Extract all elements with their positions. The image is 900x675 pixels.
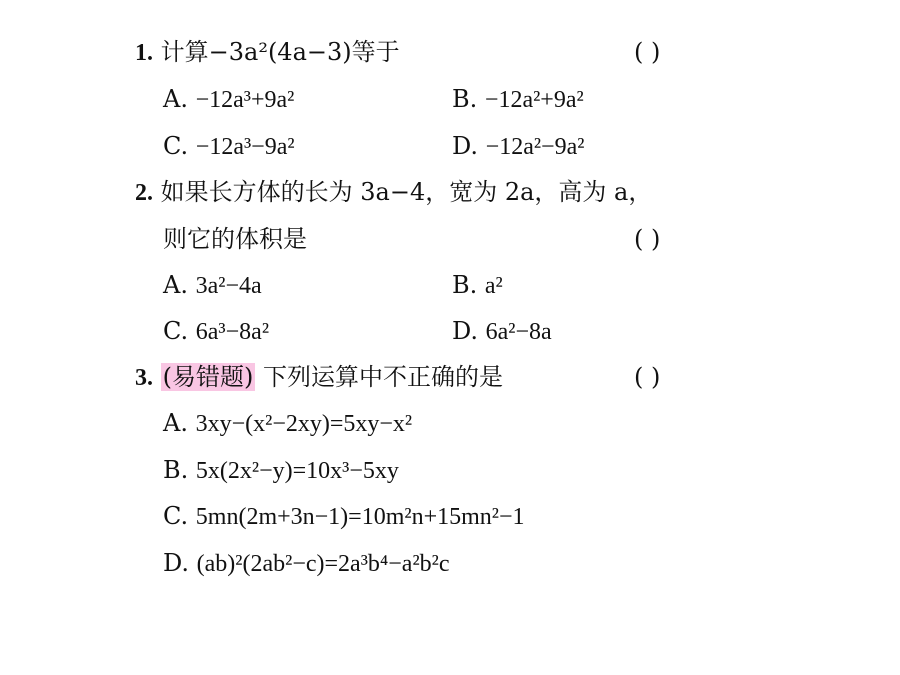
option-label: A.: [163, 409, 188, 437]
option-d: [452, 131, 584, 161]
option-text: 5x(2x²−y)=10x³−5xy: [195, 458, 399, 484]
question-number: 1.: [135, 40, 153, 66]
question-2-stem-line: [135, 177, 652, 207]
question-stem: 下列运算中不正确的是: [263, 363, 504, 391]
option-text: 3xy−(x²−2xy)=5xy−x²: [195, 411, 413, 437]
answer-bracket: ( ): [634, 363, 661, 391]
option-label: C.: [163, 502, 189, 530]
option-label: A.: [163, 271, 188, 299]
option-text: 3a²−4a: [195, 273, 262, 299]
answer-bracket: ( ): [634, 225, 661, 253]
question-stem: 计算−3a²(4a−3)等于: [160, 38, 400, 66]
option-c: [163, 131, 295, 161]
question-stem: 如果长方体的长为 3a−4，宽为 2a，高为 a，: [160, 178, 653, 206]
option-label: D.: [163, 549, 190, 577]
option-c: [163, 501, 525, 531]
option-a: [163, 84, 294, 114]
question-number: 3.: [135, 365, 153, 391]
option-text: 6a³−8a²: [195, 319, 270, 345]
option-b: [452, 270, 503, 300]
option-text: 6a²−8a: [485, 319, 552, 345]
option-label: D.: [452, 132, 479, 160]
option-d: [163, 548, 450, 578]
option-text: a²: [484, 273, 503, 299]
option-text: −12a³−9a²: [195, 134, 295, 160]
answer-bracket: ( ): [634, 38, 661, 66]
question-number: 2.: [135, 180, 153, 206]
option-label: B.: [452, 271, 478, 299]
option-label: A.: [163, 85, 188, 113]
option-label: B.: [163, 456, 189, 484]
option-label: C.: [163, 317, 189, 345]
question-3-stem-line: [135, 362, 503, 392]
option-label: B.: [452, 85, 478, 113]
question-2-stem-line-2: 则它的体积是: [163, 225, 307, 253]
option-text: (ab)²(2ab²−c)=2a³b⁴−a²b²c: [196, 551, 450, 577]
option-text: −12a²+9a²: [484, 87, 584, 113]
option-b: [452, 84, 584, 114]
option-a: [163, 408, 412, 438]
question-1-stem-line: [135, 37, 400, 67]
option-label: C.: [163, 132, 189, 160]
option-a: [163, 270, 262, 300]
option-c: [163, 316, 269, 346]
error-prone-tag: (易错题): [162, 363, 254, 391]
option-d: [452, 316, 552, 346]
option-text: −12a³+9a²: [195, 87, 295, 113]
option-text: −12a²−9a²: [485, 134, 585, 160]
option-text: 5mn(2m+3n−1)=10m²n+15mn²−1: [195, 504, 525, 530]
option-label: D.: [452, 317, 479, 345]
option-b: [163, 455, 399, 485]
